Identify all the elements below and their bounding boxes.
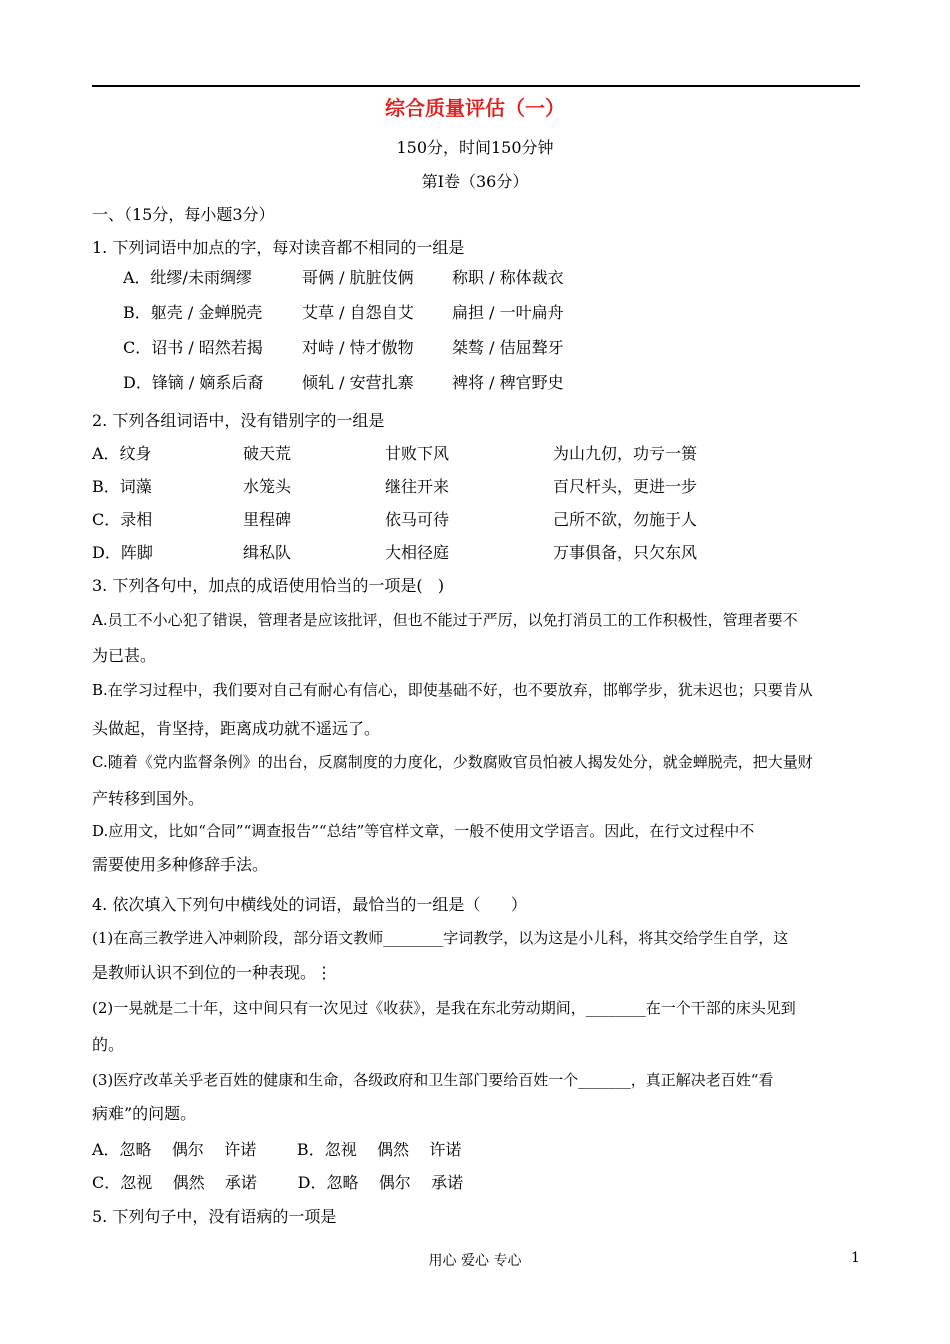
q2-b-2: 水笼头 bbox=[243, 477, 292, 496]
q2-a-4: 为山九仞，功亏一篑 bbox=[553, 444, 698, 463]
q2-c-1: C．录相 bbox=[92, 510, 153, 529]
q3-option-d-line2: 需要使用多种修辞手法。 bbox=[92, 855, 269, 874]
q1-c-2: 对峙 / 恃才傲物 bbox=[302, 338, 414, 357]
q4-sentence1-line1: (1)在高三教学进入冲刺阶段，部分语文教师________字词教学，以为这是小儿科，将其交给学生自学，这 bbox=[92, 929, 789, 947]
q1-d-1: D．锋镝 / 嫡系后裔 bbox=[123, 373, 264, 392]
q3-option-a-line1: A.员工不小心犯了错误，管理者是应该批评，但也不能过于严厉，以免打消员工的工作积极性，管理者要不 bbox=[92, 611, 798, 629]
q3-option-a-line2: 为已甚。 bbox=[92, 646, 157, 665]
q1-a-2: 哥俩 / 肮脏伎俩 bbox=[302, 268, 414, 287]
q1-b-2: 艾草 / 自怨自艾 bbox=[302, 303, 414, 322]
q3-option-b-line2: 头做起，肯坚持，距离成功就不遥远了。 bbox=[92, 719, 381, 738]
section-heading: 第Ⅰ卷（36分） bbox=[421, 172, 529, 191]
q1-b-1: B．躯壳 / 金蝉脱壳 bbox=[123, 303, 263, 322]
page-number: 1 bbox=[851, 1250, 860, 1266]
q4-sentence2-line2: 的。 bbox=[92, 1035, 125, 1054]
q2-c-4: 己所不欲，勿施于人 bbox=[553, 510, 698, 529]
q2-c-3: 依马可待 bbox=[385, 510, 450, 529]
q4-sentence2-line1: (2)一晃就是二十年，这中间只有一次见过《收获》，是我在东北劳动期间，________在一个干部的床头见到 bbox=[92, 999, 796, 1017]
q2-b-1: B．词藻 bbox=[92, 477, 152, 496]
header-rule bbox=[92, 85, 860, 87]
q3-option-b-line1: B.在学习过程中，我们要对自己有耐心有信心，即使基础不好，也不要放弃，邯郸学步，犹未迟也；只要肯从 bbox=[92, 681, 813, 699]
q4-options-ab: A．忽略 偶尔 许诺 B．忽视 偶然 许诺 bbox=[92, 1140, 462, 1159]
q1-c-1: C．诏书 / 昭然若揭 bbox=[123, 338, 263, 357]
part-heading: 一、（15分，每小题3分） bbox=[92, 205, 275, 224]
page-title: 综合质量评估（一） bbox=[385, 96, 565, 120]
q4-sentence3-line1: (3)医疗改革关乎老百姓的健康和生命，各级政府和卫生部门要给百姓一个_______，真正解决老百姓“看 bbox=[92, 1071, 774, 1089]
q2-b-3: 继往开来 bbox=[385, 477, 450, 496]
q1-d-3: 裨将 / 稗官野史 bbox=[452, 373, 564, 392]
q1-a-3: 称职 / 称体裁衣 bbox=[452, 268, 564, 287]
q1-b-3: 扁担 / 一叶扁舟 bbox=[452, 303, 564, 322]
q2-d-4: 万事俱备，只欠东风 bbox=[553, 543, 698, 562]
page-subtitle: 150分，时间150分钟 bbox=[396, 138, 554, 157]
q2-d-1: D．阵脚 bbox=[92, 543, 153, 562]
q2-d-3: 大相径庭 bbox=[385, 543, 450, 562]
q1-c-3: 桀骜 / 佶屈聱牙 bbox=[452, 338, 564, 357]
q4-options-cd: C．忽视 偶然 承诺 D．忽略 偶尔 承诺 bbox=[92, 1173, 464, 1192]
q2-a-3: 甘败下风 bbox=[385, 444, 450, 463]
footer-motto: 用心 爱心 专心 bbox=[428, 1253, 522, 1269]
q3-stem: 3. 下列各句中，加点的成语使用恰当的一项是( ) bbox=[92, 576, 445, 595]
q4-sentence3-line2: 病难”的问题。 bbox=[92, 1104, 197, 1123]
q1-stem: 1. 下列词语中加点的字，每对读音都不相同的一组是 bbox=[92, 238, 465, 257]
q2-stem: 2. 下列各组词语中，没有错别字的一组是 bbox=[92, 411, 385, 430]
q4-sentence1-line2: 是教师认识不到位的一种表现。⋮ bbox=[92, 963, 333, 982]
q2-a-2: 破天荒 bbox=[243, 444, 292, 463]
q5-stem: 5. 下列句子中，没有语病的一项是 bbox=[92, 1207, 337, 1226]
q3-option-c-line1: C.随着《党内监督条例》的出台，反腐制度的力度化，少数腐败官员怕被人揭发处分，就金蝉脱壳，把大量财 bbox=[92, 753, 813, 771]
q2-d-2: 缉私队 bbox=[243, 543, 292, 562]
q3-option-d-line1: D.应用文，比如“合同”“调查报告”“总结”等官样文章，一般不使用文学语言。因此，在行文过程中不 bbox=[92, 822, 755, 840]
q2-c-2: 里程碑 bbox=[243, 510, 292, 529]
q3-option-c-line2: 产转移到国外。 bbox=[92, 789, 205, 808]
q1-a-1: A．纰缪/未雨绸缪 bbox=[123, 268, 252, 287]
q2-b-4: 百尺杆头，更进一步 bbox=[553, 477, 698, 496]
q4-stem: 4. 依次填入下列句中横线处的词语，最恰当的一组是（ ） bbox=[92, 895, 527, 914]
q2-a-1: A．纹身 bbox=[92, 444, 152, 463]
q1-d-2: 倾轧 / 安营扎寨 bbox=[302, 373, 414, 392]
